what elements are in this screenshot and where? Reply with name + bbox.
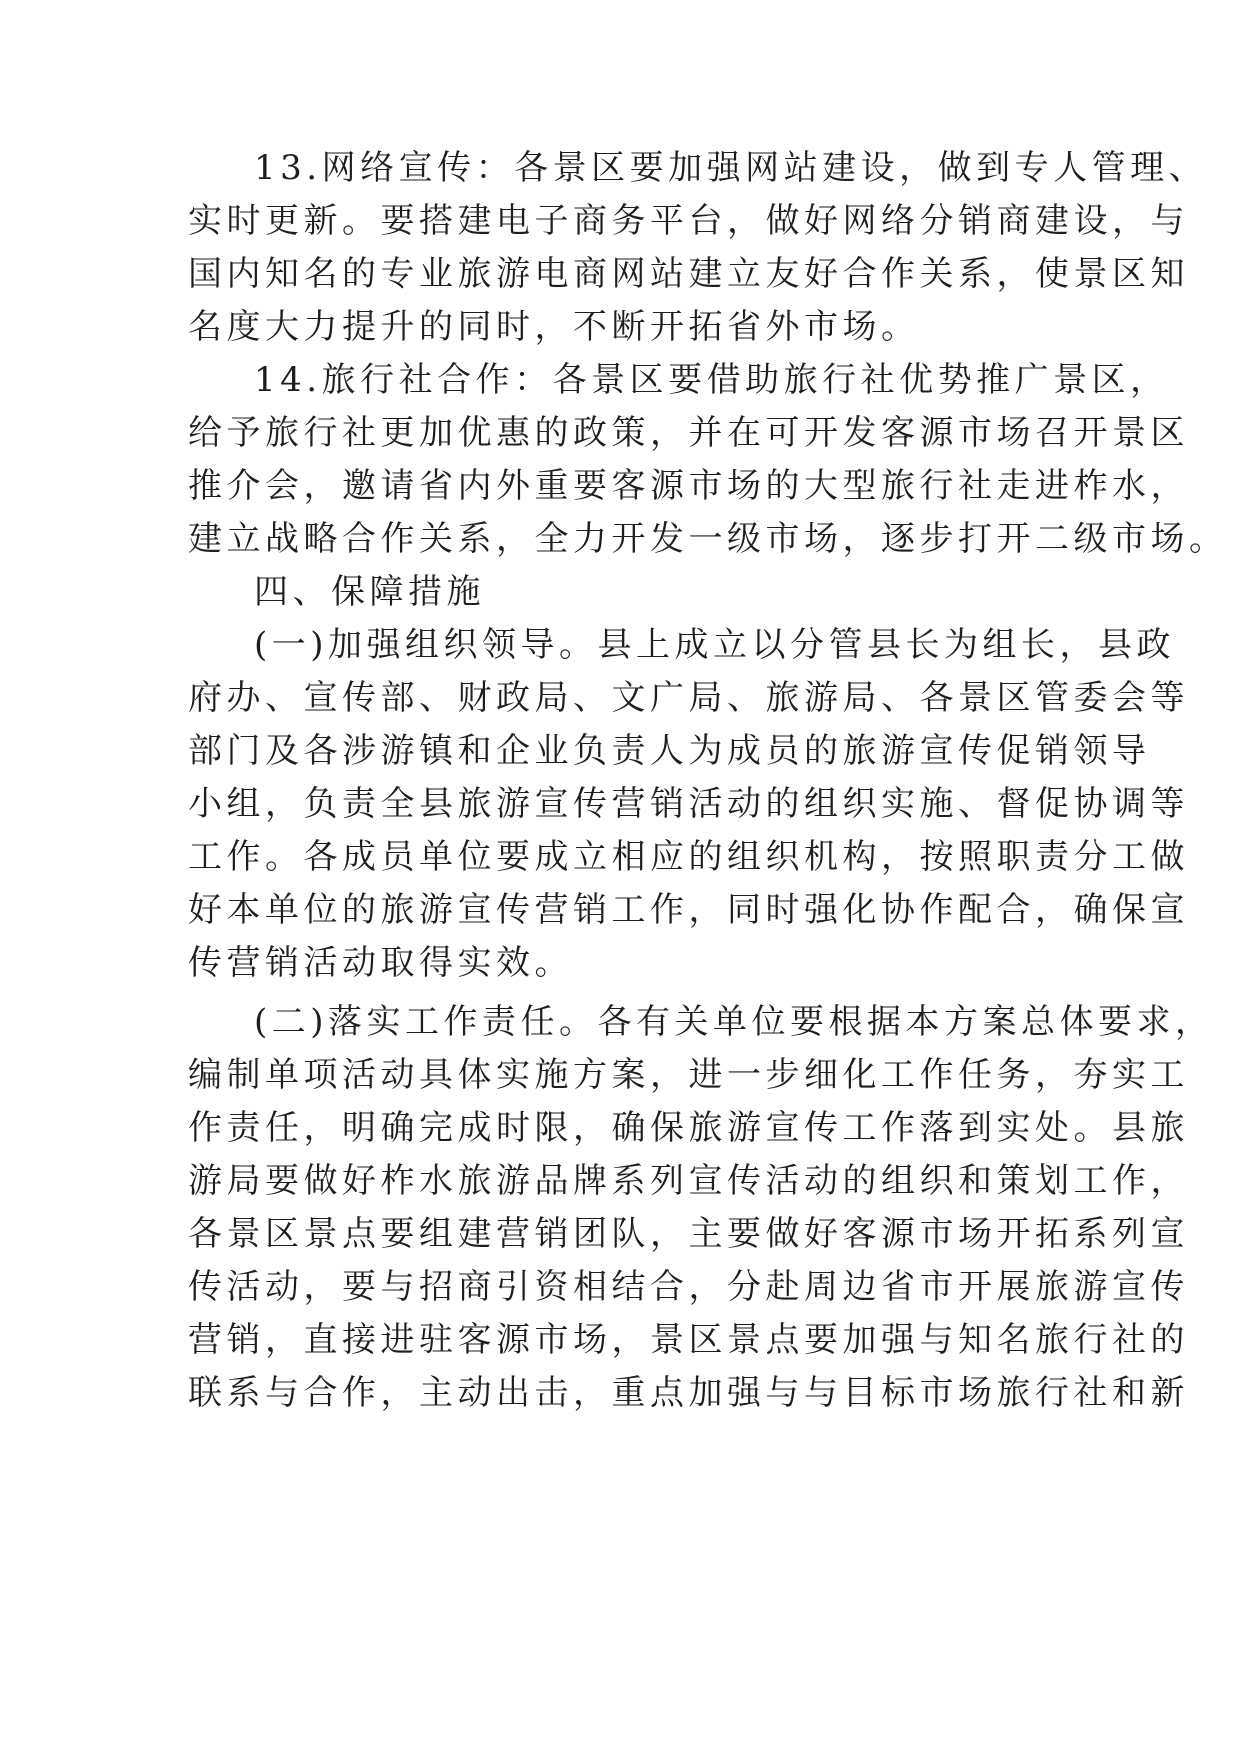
paragraph-14-line-3: 推介会，邀请省内外重要客源市场的大型旅行社走进柞水， [188, 466, 1189, 506]
paragraph-2-line-6: 传活动，要与招商引资相结合，分赴周边省市开展旅游宣传 [188, 1267, 1189, 1307]
paragraph-1-line-6: 好本单位的旅游宣传营销工作，同时强化协作配合，确保宣 [188, 890, 1189, 930]
paragraph-1-line-3: 部门及各涉游镇和企业负责人为成员的旅游宣传促销领导 [188, 731, 1151, 771]
paragraph-1-line-4: 小组，负责全县旅游宣传营销活动的组织实施、督促协调等 [188, 784, 1189, 824]
paragraph-2-line-2: 编制单项活动具体实施方案，进一步细化工作任务，夯实工 [188, 1055, 1189, 1095]
paragraph-1-line-1: (一)加强组织领导。县上成立以分管县长为组长，县政 [254, 625, 1176, 665]
paragraph-13-line-4: 名度大力提升的同时，不断开拓省外市场。 [188, 307, 920, 347]
paragraph-14-line-4: 建立战略合作关系，全力开发一级市场，逐步打开二级市场。 [188, 519, 1228, 559]
paragraph-14-line-1: 14.旅行社合作：各景区要借助旅行社优势推广景区， [254, 360, 1169, 400]
paragraph-1-line-2: 府办、宣传部、财政局、文广局、旅游局、各景区管委会等 [188, 678, 1189, 718]
paragraph-2-line-3: 作责任，明确完成时限，确保旅游宣传工作落到实处。县旅 [188, 1108, 1189, 1148]
paragraph-13-line-1: 13.网络宣传：各景区要加强网站建设，做到专人管理、 [254, 148, 1208, 188]
paragraph-13-line-2: 实时更新。要搭建电子商务平台，做好网络分销商建设，与 [188, 201, 1189, 241]
paragraph-13-line-3: 国内知名的专业旅游电商网站建立友好合作关系，使景区知 [188, 254, 1189, 294]
paragraph-2-line-4: 游局要做好柞水旅游品牌系列宣传活动的组织和策划工作， [188, 1161, 1189, 1201]
paragraph-2-line-1: (二)落实工作责任。各有关单位要根据本方案总体要求， [254, 1002, 1214, 1042]
paragraph-14-line-2: 给予旅行社更加优惠的政策，并在可开发客源市场召开景区 [188, 413, 1189, 453]
paragraph-2-line-8: 联系与合作，主动出击，重点加强与与目标市场旅行社和新 [188, 1373, 1189, 1413]
paragraph-2-line-7: 营销，直接进驻客源市场，景区景点要加强与知名旅行社的 [188, 1320, 1189, 1360]
paragraph-1-line-5: 工作。各成员单位要成立相应的组织机构，按照职责分工做 [188, 837, 1189, 877]
paragraph-1-line-7: 传营销活动取得实效。 [188, 943, 573, 983]
paragraph-2-line-5: 各景区景点要组建营销团队，主要做好客源市场开拓系列宣 [188, 1214, 1189, 1254]
section-heading: 四、保障措施 [254, 572, 485, 612]
